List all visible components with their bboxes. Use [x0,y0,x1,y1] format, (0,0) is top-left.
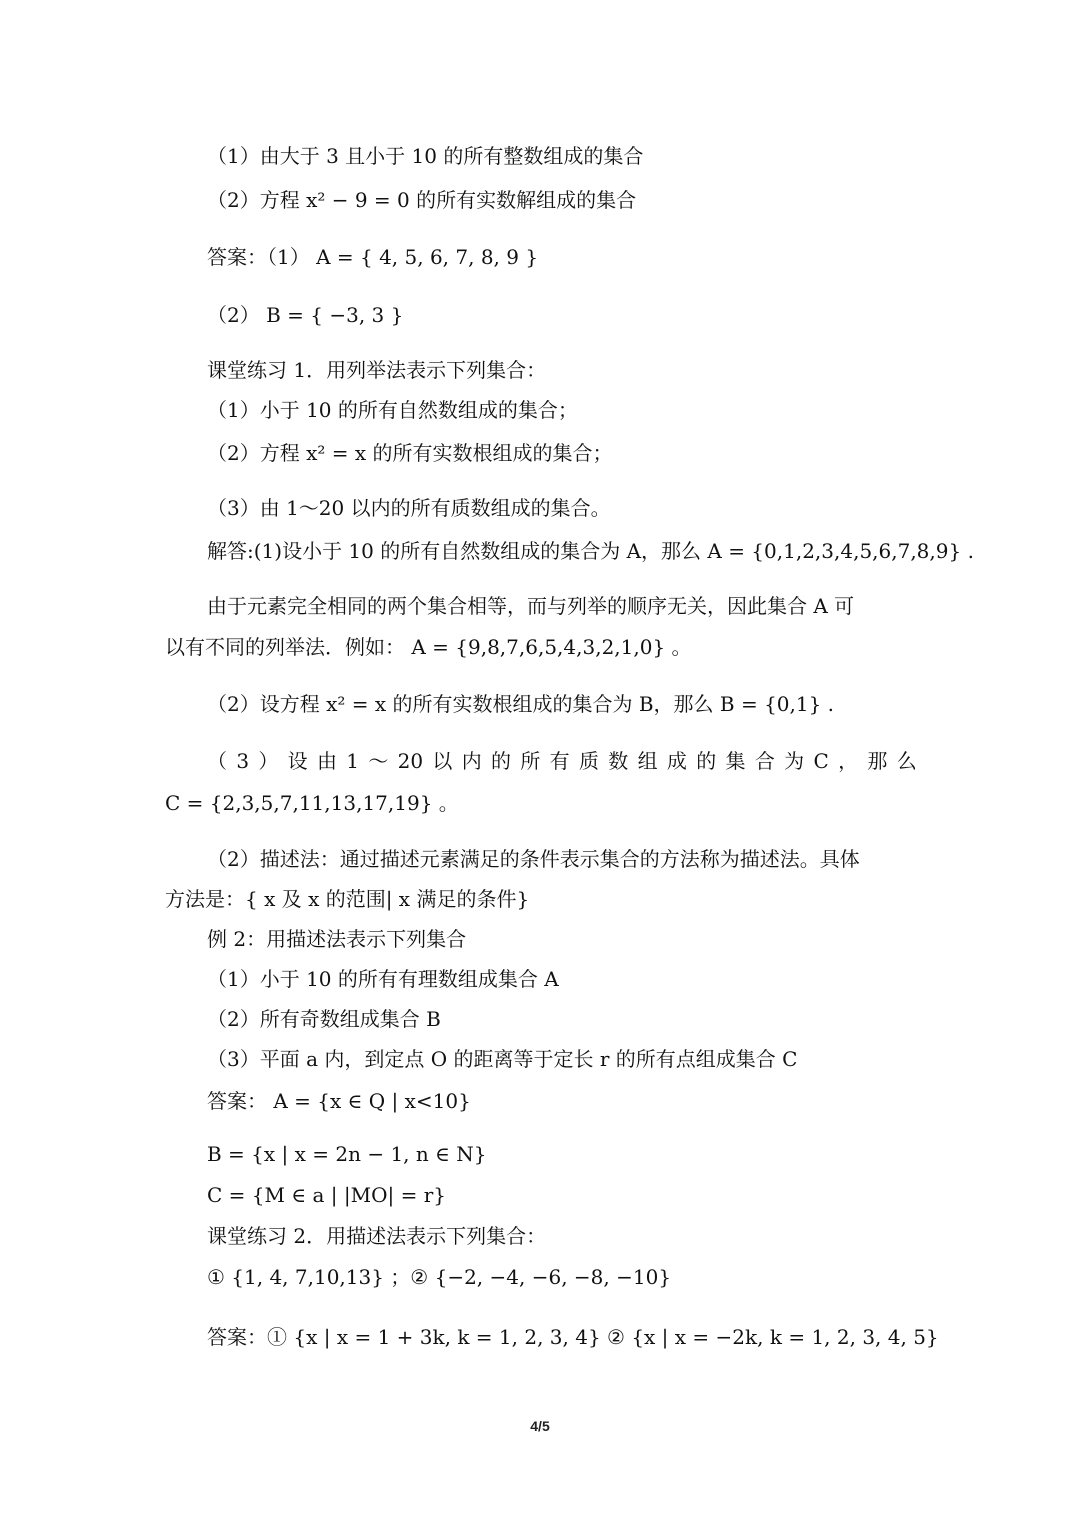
solution-part3-token: C [813,749,829,773]
answer1-part1: 答案：（1） A = { 4, 5, 6, 7, 8, 9 } [207,245,539,269]
example2-item2: （2）所有奇数组成集合 B [207,1007,441,1031]
description-method-line2: 方法是：{ x 及 x 的范围| x 满足的条件} [165,887,530,911]
solution-part3-token: 20 [397,749,424,773]
solution-part3-token: 合 [754,749,775,773]
solution-part3-token: 的 [491,749,512,773]
solution-part3-token: 组 [637,749,658,773]
solution-part3-token: 1 [346,749,360,773]
answer2-set-c: C = {M ∈ a | |MO| = r} [207,1183,446,1207]
solution-part1: 解答:(1)设小于 10 的所有自然数组成的集合为 A，那么 A = {0,1,2,3,4,5,6,7,8,9} . [207,539,974,563]
practice2-items: ① {1, 4, 7,10,13} ；② {−2, −4, −6, −8, −10} [207,1265,672,1289]
practice1-heading: 课堂练习 1．用列举法表示下列集合： [207,358,547,382]
solution-part3-token: 由 [316,749,337,773]
solution-part3-token: （ [207,749,227,773]
solution-part3-token: ， [838,749,859,773]
practice2-answer: 答案：① {x | x = 1 + 3k, k = 1, 2, 3, 4} ② {x | x = −2k, k = 1, 2, 3, 4, 5} [207,1325,939,1349]
answer2-set-a: 答案： A = {x ∈ Q | x<10} [207,1089,471,1113]
solution-note-line1: 由于元素完全相同的两个集合相等，而与列举的顺序无关，因此集合 A 可 [207,594,855,618]
solution-part3-token: ） [258,749,279,773]
solution-part3-token: 么 [896,749,917,773]
practice1-item3: （3）由 1～20 以内的所有质数组成的集合。 [207,496,611,520]
solution-part3-token: 所 [520,749,541,773]
solution-part3-token: 成 [666,749,687,773]
description-method-line1: （2）描述法：通过描述元素满足的条件表示集合的方法称为描述法。具体 [207,847,860,871]
practice1-item2: （2）方程 x² = x 的所有实数根组成的集合； [207,441,613,465]
solution-part3-token: 以 [432,749,453,773]
solution-part2: （2）设方程 x² = x 的所有实数根组成的集合为 B，那么 B = {0,1} . [207,692,835,716]
solution-part3-token: 数 [608,749,629,773]
solution-part3-line2: C = {2,3,5,7,11,13,17,19} 。 [165,791,459,815]
solution-part3-token: 有 [549,749,570,773]
solution-part3-token: 质 [578,749,599,773]
example2-heading: 例 2：用描述法表示下列集合 [207,927,467,951]
solution-part3-token: 内 [461,749,482,773]
solution-part3-token: 的 [696,749,717,773]
solution-part3-token: ～ [368,749,389,773]
example2-item1: （1）小于 10 的所有有理数组成集合 A [207,967,559,991]
solution-part3-token: 为 [784,749,805,773]
answer2-set-b: B = {x | x = 2n − 1, n ∈ N} [207,1142,487,1166]
solution-part3-token: 集 [725,749,746,773]
solution-part3-token: 那 [867,749,888,773]
practice2-heading: 课堂练习 2．用描述法表示下列集合： [207,1224,547,1248]
solution-part3-line1 [207,748,917,774]
practice1-item1: （1）小于 10 的所有自然数组成的集合； [207,398,578,422]
answer1-part2: （2） B = { −3, 3 } [207,303,404,327]
example1-item1: （1）由大于 3 且小于 10 的所有整数组成的集合 [207,144,644,168]
example2-item3: （3）平面 a 内，到定点 O 的距离等于定长 r 的所有点组成集合 C [207,1047,798,1071]
page-number: 4/5 [530,1418,550,1434]
solution-part3-token: 设 [287,749,308,773]
solution-note-line2: 以有不同的列举法．例如： A = {9,8,7,6,5,4,3,2,1,0} 。 [165,635,692,659]
solution-part3-token: 3 [236,749,250,773]
example1-item2: （2）方程 x² − 9 = 0 的所有实数解组成的集合 [207,188,637,212]
